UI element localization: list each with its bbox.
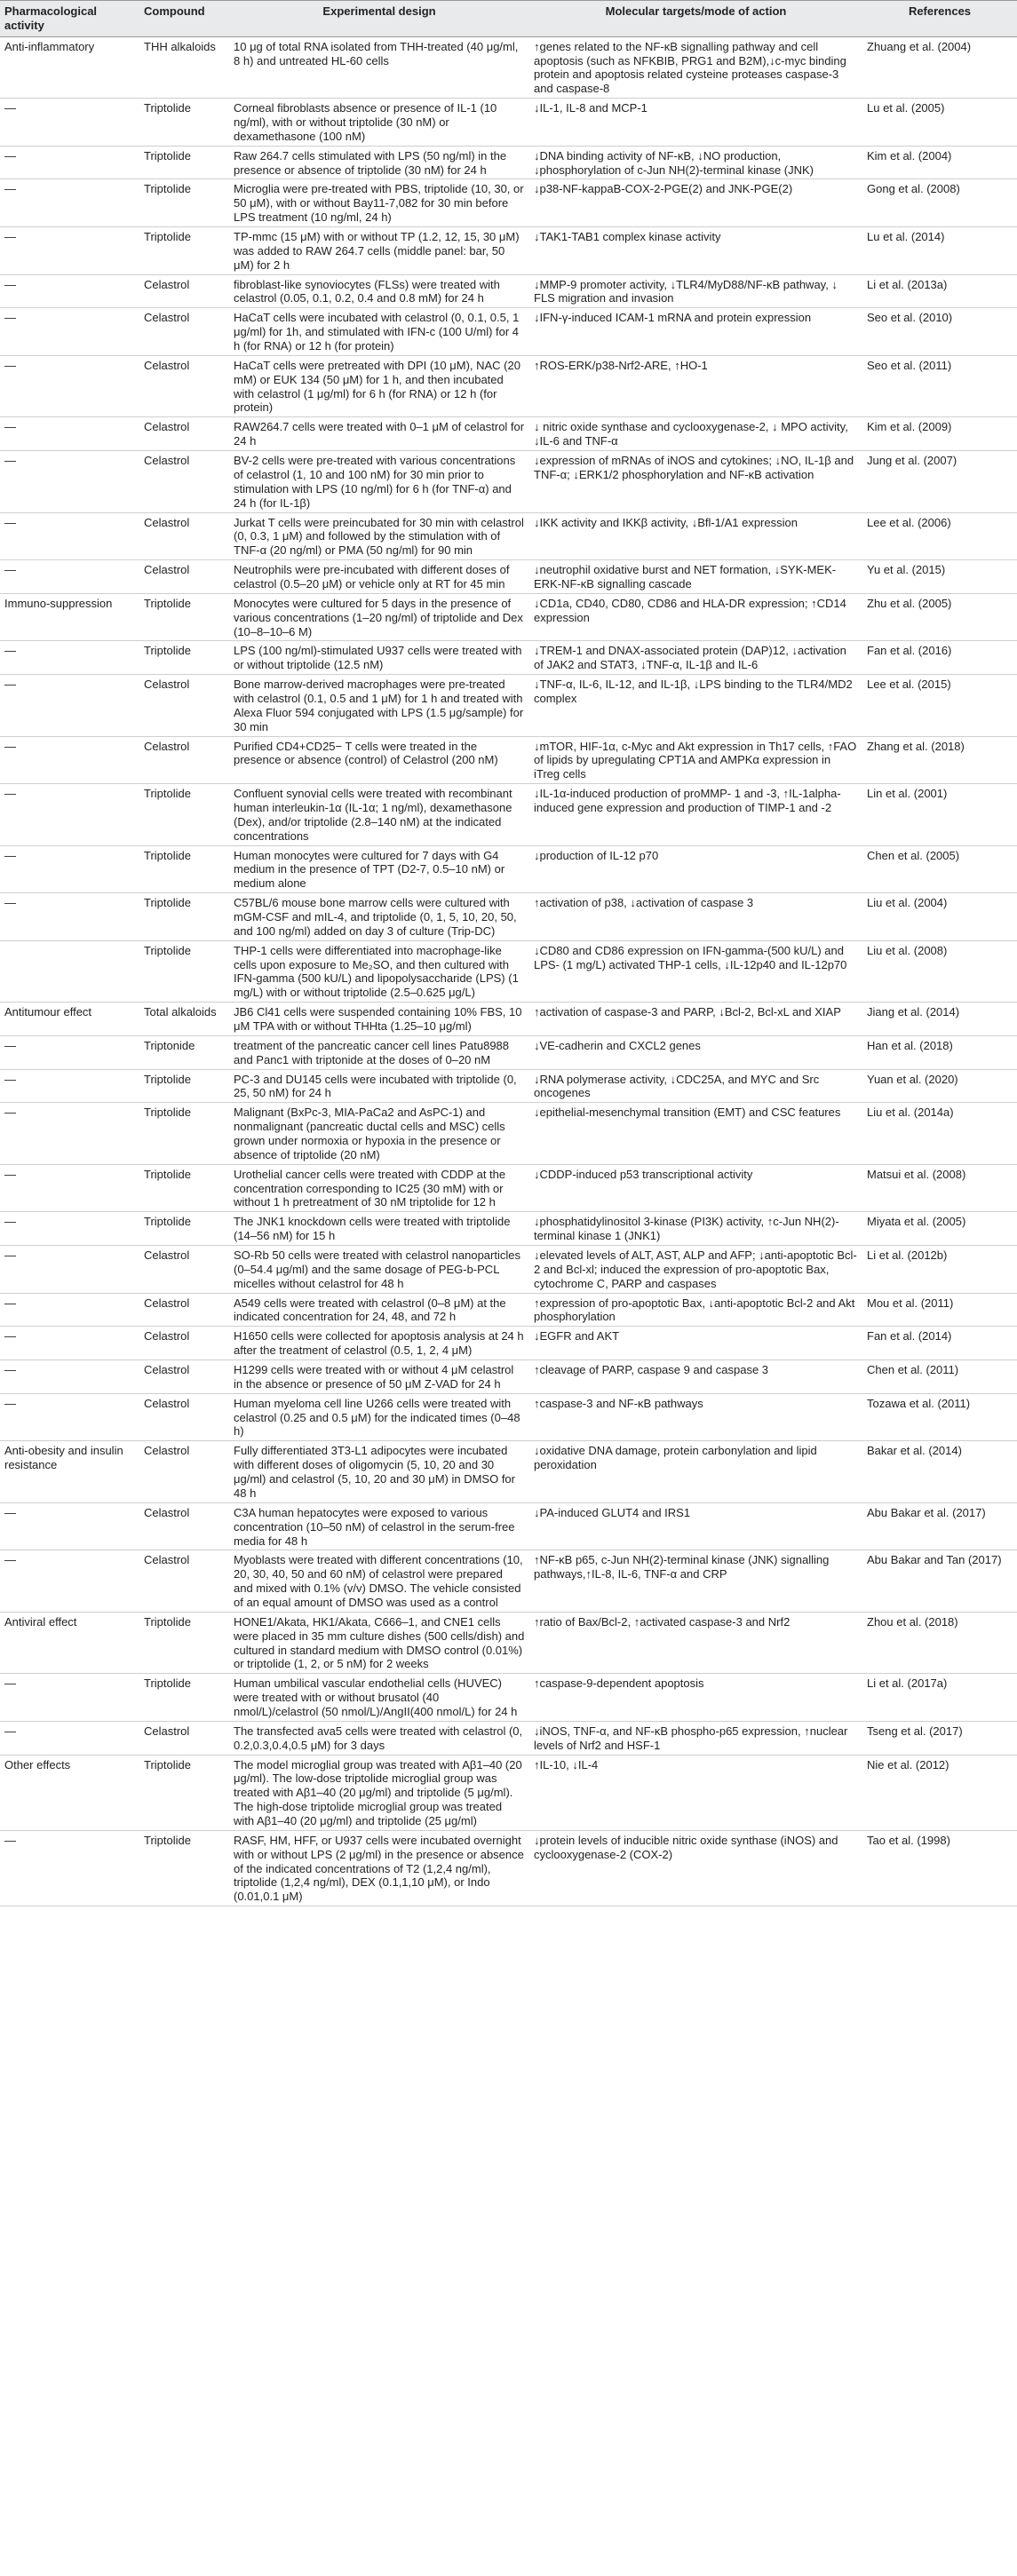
cell-compound: Celastrol	[139, 512, 229, 560]
cell-compound: Celastrol	[139, 1441, 229, 1502]
cell-activity: Antitumour effect	[0, 1003, 139, 1036]
cell-activity: —	[0, 784, 139, 845]
cell-compound: Triptolide	[139, 1755, 229, 1830]
cell-design: RASF, HM, HFF, or U937 cells were incubated overnight with or without LPS (2 μg/ml) in the presence or absence of the indicated concentrations of T2 (1,2,4 ng/ml), triptolide (1,2,4 ng/ml), DEX (0.1,1,10 μM), or Indo (0.01,0.1 μM)	[229, 1830, 529, 1906]
cell-activity: —	[0, 1360, 139, 1394]
header-design: Experimental design	[229, 1, 529, 37]
cell-references: Lee et al. (2006)	[862, 512, 1017, 560]
cell-targets: ↓iNOS, TNF-α, and NF-κB phospho-p65 expression, ↑nuclear levels of Nrf2 and HSF-1	[529, 1721, 862, 1755]
cell-activity: —	[0, 1293, 139, 1327]
cell-references: Li et al. (2012b)	[862, 1246, 1017, 1294]
cell-compound: Triptolide	[139, 845, 229, 893]
cell-activity: —	[0, 99, 139, 147]
cell-references: Mou et al. (2011)	[862, 1293, 1017, 1327]
cell-design: Human umbilical vascular endothelial cells (HUVEC) were treated with or without brusatol (40 nmol/L)/celastrol (50 nmol/L)/AngII(400 nmol/L) for 24 h	[229, 1674, 529, 1722]
cell-targets: ↑NF-κB p65, c-Jun NH(2)-terminal kinase (JNK) signalling pathways,↑IL-8, IL-6, TNF-α and CRP	[529, 1550, 862, 1612]
table-row	[0, 227, 1017, 275]
cell-design: HaCaT cells were incubated with celastrol (0, 0.1, 0.5, 1 μg/ml) for 1h, and stimulated with IFN-c (100 U/ml) for 4 h (for RNA) or 12 h (for protein)	[229, 308, 529, 356]
cell-design: PC-3 and DU145 cells were incubated with triptolide (0, 25, 50 nM) for 24 h	[229, 1069, 529, 1103]
cell-activity: —	[0, 1212, 139, 1246]
table-row	[0, 451, 1017, 512]
cell-references: Han et al. (2018)	[862, 1035, 1017, 1069]
table-row	[0, 675, 1017, 736]
table-row	[0, 736, 1017, 784]
cell-targets: ↓VE-cadherin and CXCL2 genes	[529, 1035, 862, 1069]
cell-compound: Celastrol	[139, 675, 229, 736]
cell-activity: —	[0, 893, 139, 941]
cell-references: Liu et al. (2004)	[862, 893, 1017, 941]
table-row	[0, 1721, 1017, 1755]
cell-activity: —	[0, 1246, 139, 1294]
cell-design: Malignant (BxPc-3, MIA-PaCa2 and AsPC-1) and nonmalignant (pancreatic ductal cells and MSC) cells grown under normoxia or hypoxia in the presence or absence of triptolide (20 nM)	[229, 1103, 529, 1164]
cell-references: Tao et al. (1998)	[862, 1830, 1017, 1906]
cell-activity: —	[0, 641, 139, 675]
cell-activity: —	[0, 146, 139, 179]
table-row	[0, 940, 1017, 1002]
cell-activity: —	[0, 512, 139, 560]
cell-design: The model microglial group was treated with Aβ1–40 (20 μg/ml). The low-dose triptolide microglial group was treated with Aβ1–40 (20 μg/ml) and triptolide (5 μg/ml). The high-dose triptolide microglial group was treated with Aβ1–40 (20 μg/ml) and triptolide (25 μg/ml)	[229, 1755, 529, 1830]
cell-references: Chen et al. (2011)	[862, 1360, 1017, 1394]
table-row	[0, 893, 1017, 941]
cell-compound: Triptolide	[139, 179, 229, 227]
table-row	[0, 179, 1017, 227]
cell-targets: ↓TAK1-TAB1 complex kinase activity	[529, 227, 862, 275]
cell-activity: —	[0, 274, 139, 308]
cell-compound: Triptolide	[139, 1164, 229, 1212]
cell-targets: ↓production of IL-12 p70	[529, 845, 862, 893]
table-row	[0, 1212, 1017, 1246]
table-row	[0, 1674, 1017, 1722]
cell-references: Matsui et al. (2008)	[862, 1164, 1017, 1212]
cell-compound: Triptolide	[139, 1103, 229, 1164]
cell-design: Human myeloma cell line U266 cells were treated with celastrol (0.25 and 0.5 μM) for the indicated times (0–48 h)	[229, 1393, 529, 1441]
cell-targets: ↓phosphatidylinositol 3-kinase (PI3K) activity, ↑c-Jun NH(2)-terminal kinase 1 (JNK1)	[529, 1212, 862, 1246]
cell-references: Nie et al. (2012)	[862, 1755, 1017, 1830]
cell-references: Zhu et al. (2005)	[862, 593, 1017, 641]
cell-references: Abu Bakar et al. (2017)	[862, 1502, 1017, 1550]
table-row	[0, 1830, 1017, 1906]
cell-design: Monocytes were cultured for 5 days in the presence of various concentrations (1–20 ng/ml) of triptolide and Dex (10–8–10–6 M)	[229, 593, 529, 641]
header-compound: Compound	[139, 1, 229, 37]
cell-design: C57BL/6 mouse bone marrow cells were cultured with mGM-CSF and mIL-4, and triptolide (0, 1, 5, 10, 20, 50, and 100 ng/ml) added on day 3 of culture (Trip-DC)	[229, 893, 529, 941]
cell-design: treatment of the pancreatic cancer cell lines Patu8988 and Panc1 with triptonide at the doses of 0–20 nM	[229, 1035, 529, 1069]
cell-references: Bakar et al. (2014)	[862, 1441, 1017, 1502]
cell-targets: ↑genes related to the NF-κB signalling pathway and cell apoptosis (such as NFKBIB, PRG1 and B2M),↓c-myc binding protein and apoptosis related cysteine proteases caspase-3 and caspase-8	[529, 36, 862, 98]
cell-activity: Antiviral effect	[0, 1612, 139, 1673]
cell-design: H1299 cells were treated with or without 4 μM celastrol in the absence or presence of 50 μM Z-VAD for 24 h	[229, 1360, 529, 1394]
table-row	[0, 308, 1017, 356]
cell-references: Li et al. (2013a)	[862, 274, 1017, 308]
cell-activity: —	[0, 675, 139, 736]
cell-references: Tozawa et al. (2011)	[862, 1393, 1017, 1441]
table-row	[0, 1755, 1017, 1830]
table-row	[0, 845, 1017, 893]
cell-design: H1650 cells were collected for apoptosis analysis at 24 h after the treatment of celastrol (0.5, 1, 2, 4 μM)	[229, 1327, 529, 1360]
cell-targets: ↓DNA binding activity of NF-κB, ↓NO production, ↓phosphorylation of c-Jun NH(2)-terminal kinase (JNK)	[529, 146, 862, 179]
cell-targets: ↑activation of caspase-3 and PARP, ↓Bcl-2, Bcl-xL and XIAP	[529, 1003, 862, 1036]
header-references: References	[862, 1, 1017, 37]
cell-activity: —	[0, 1502, 139, 1550]
cell-references: Miyata et al. (2005)	[862, 1212, 1017, 1246]
cell-activity: Immuno-suppression	[0, 593, 139, 641]
cell-targets: ↓IL-1α-induced production of proMMP- 1 and -3, ↑IL-1alpha-induced gene expression and production of TIMP-1 and -2	[529, 784, 862, 845]
cell-design: BV-2 cells were pre-treated with various concentrations of celastrol (1, 10 and 100 nM) for 30 min prior to stimulation with LPS (10 ng/ml) for 6 h (for TNF-α) and 24 h (for IL-1β)	[229, 451, 529, 512]
table-body	[0, 36, 1017, 1906]
cell-targets: ↓MMP-9 promoter activity, ↓TLR4/MyD88/NF-κB pathway, ↓ FLS migration and invasion	[529, 274, 862, 308]
cell-references: Abu Bakar and Tan (2017)	[862, 1550, 1017, 1612]
cell-targets: ↓protein levels of inducible nitric oxide synthase (iNOS) and cyclooxygenase-2 (COX-2)	[529, 1830, 862, 1906]
cell-activity: —	[0, 1674, 139, 1722]
cell-compound: Triptolide	[139, 593, 229, 641]
cell-compound: Triptolide	[139, 1674, 229, 1722]
cell-design: TP-mmc (15 μM) with or without TP (1.2, 12, 15, 30 μM) was added to RAW 264.7 cells (middle panel: bar, 50 μM) for 2 h	[229, 227, 529, 275]
cell-compound: Triptonide	[139, 1035, 229, 1069]
cell-references: Jiang et al. (2014)	[862, 1003, 1017, 1036]
cell-compound: Triptolide	[139, 784, 229, 845]
cell-targets: ↑ratio of Bax/Bcl-2, ↑activated caspase-3 and Nrf2	[529, 1612, 862, 1673]
cell-compound: Celastrol	[139, 1246, 229, 1294]
cell-targets: ↓ nitric oxide synthase and cyclooxygenase-2, ↓ MPO activity, ↓IL-6 and TNF-α	[529, 417, 862, 451]
cell-compound: Celastrol	[139, 1393, 229, 1441]
cell-targets: ↑caspase-9-dependent apoptosis	[529, 1674, 862, 1722]
table-row	[0, 560, 1017, 594]
cell-targets: ↓elevated levels of ALT, AST, ALP and AFP; ↓anti-apoptotic Bcl-2 and Bcl-xl; induced the expression of pro-apoptotic Bax, cytochrome C, PARP and caspases	[529, 1246, 862, 1294]
cell-compound: Triptolide	[139, 641, 229, 675]
cell-compound: Celastrol	[139, 1721, 229, 1755]
cell-compound: Celastrol	[139, 417, 229, 451]
cell-targets: ↓IL-1, IL-8 and MCP-1	[529, 99, 862, 147]
cell-compound: Triptolide	[139, 1069, 229, 1103]
table-row	[0, 1612, 1017, 1673]
cell-design: Corneal fibroblasts absence or presence of IL-1 (10 ng/ml), with or without triptolide (30 nM) or dexamethasone (100 nM)	[229, 99, 529, 147]
header-targets: Molecular targets/mode of action	[529, 1, 862, 37]
cell-targets: ↑expression of pro-apoptotic Bax, ↓anti-apoptotic Bcl-2 and Akt phosphorylation	[529, 1293, 862, 1327]
cell-design: The transfected ava5 cells were treated with celastrol (0, 0.2,0.3,0.4,0.5 μM) for 3 days	[229, 1721, 529, 1755]
table-row	[0, 99, 1017, 147]
cell-targets: ↓CD1a, CD40, CD80, CD86 and HLA-DR expression; ↑CD14 expression	[529, 593, 862, 641]
cell-activity: —	[0, 736, 139, 784]
cell-activity: —	[0, 308, 139, 356]
cell-references: Liu et al. (2008)	[862, 940, 1017, 1002]
table-row	[0, 1441, 1017, 1502]
cell-references: Fan et al. (2014)	[862, 1327, 1017, 1360]
cell-compound: Celastrol	[139, 451, 229, 512]
cell-design: fibroblast-like synoviocytes (FLSs) were treated with celastrol (0.05, 0.1, 0.2, 0.4 and 0.8 mM) for 24 h	[229, 274, 529, 308]
cell-targets: ↓oxidative DNA damage, protein carbonylation and lipid peroxidation	[529, 1441, 862, 1502]
cell-design: RAW264.7 cells were treated with 0–1 μM of celastrol for 24 h	[229, 417, 529, 451]
cell-targets: ↓mTOR, HIF-1α, c-Myc and Akt expression in Th17 cells, ↑FAO of lipids by upregulating CPT1A and AMPKα expression in iTreg cells	[529, 736, 862, 784]
header-activity: Pharmacological activity	[0, 1, 139, 37]
cell-targets: ↓CDDP-induced p53 transcriptional activity	[529, 1164, 862, 1212]
cell-references: Lee et al. (2015)	[862, 675, 1017, 736]
cell-targets: ↓expression of mRNAs of iNOS and cytokines; ↓NO, IL-1β and TNF-α; ↓ERK1/2 phosphorylation and NF-κB activation	[529, 451, 862, 512]
cell-targets: ↑ROS-ERK/p38-Nrf2-ARE, ↑HO-1	[529, 355, 862, 416]
table-row	[0, 1327, 1017, 1360]
cell-activity: Anti-obesity and insulin resistance	[0, 1441, 139, 1502]
cell-activity: —	[0, 1035, 139, 1069]
table-row	[0, 146, 1017, 179]
cell-activity: —	[0, 1164, 139, 1212]
cell-activity: —	[0, 1721, 139, 1755]
cell-compound: Triptolide	[139, 227, 229, 275]
cell-targets: ↓IKK activity and IKKβ activity, ↓Bfl-1/A1 expression	[529, 512, 862, 560]
cell-design: Fully differentiated 3T3-L1 adipocytes were incubated with different doses of oligomycin (5, 10, 20 and 30 μg/ml) and celastrol (5, 10, 20 and 30 μM) in DMSO for 48 h	[229, 1441, 529, 1502]
cell-design: Microglia were pre-treated with PBS, triptolide (10, 30, or 50 μM), with or without Bay11-7,082 for 30 min before LPS treatment (10 ng/ml, 24 h)	[229, 179, 529, 227]
cell-design: Urothelial cancer cells were treated with CDDP at the concentration corresponding to IC25 (30 mM) with or without 1 h pretreatment of 30 nM triptolide for 12 h	[229, 1164, 529, 1212]
cell-targets: ↓PA-induced GLUT4 and IRS1	[529, 1502, 862, 1550]
cell-references: Kim et al. (2004)	[862, 146, 1017, 179]
cell-activity	[0, 940, 139, 1002]
cell-activity: —	[0, 179, 139, 227]
cell-targets: ↓p38-NF-kappaB-COX-2-PGE(2) and JNK-PGE(2)	[529, 179, 862, 227]
cell-design: Jurkat T cells were preincubated for 30 min with celastrol (0, 0.3, 1 μM) and followed by the stimulation with of TNF-α (20 ng/ml) or PMA (50 ng/ml) for 90 min	[229, 512, 529, 560]
header-row	[0, 1, 1017, 37]
cell-compound: Triptolide	[139, 893, 229, 941]
cell-compound: Total alkaloids	[139, 1003, 229, 1036]
cell-compound: Triptolide	[139, 1212, 229, 1246]
cell-activity: —	[0, 417, 139, 451]
table-row	[0, 784, 1017, 845]
cell-design: Raw 264.7 cells stimulated with LPS (50 ng/ml) in the presence or absence of triptolide (30 nM) for 24 h	[229, 146, 529, 179]
cell-activity: —	[0, 1393, 139, 1441]
cell-design: JB6 Cl41 cells were suspended containing 10% FBS, 10 μM TPA with or without THHta (1.25–10 μg/ml)	[229, 1003, 529, 1036]
cell-compound: Celastrol	[139, 1293, 229, 1327]
cell-activity: —	[0, 845, 139, 893]
cell-activity: —	[0, 1550, 139, 1612]
cell-references: Chen et al. (2005)	[862, 845, 1017, 893]
cell-activity: —	[0, 355, 139, 416]
table-row	[0, 1246, 1017, 1294]
table-row	[0, 1103, 1017, 1164]
table-row	[0, 1035, 1017, 1069]
cell-references: Liu et al. (2014a)	[862, 1103, 1017, 1164]
cell-design: Myoblasts were treated with different concentrations (10, 20, 30, 40, 50 and 60 nM) of celastrol were prepared and mixed with 0.1% (v/v) DMSO. The vehicle consisted of an equal amount of DMSO was used as a control	[229, 1550, 529, 1612]
cell-design: Neutrophils were pre-incubated with different doses of celastrol (0.5–20 μM) or vehicle only at RT for 45 min	[229, 560, 529, 594]
cell-references: Seo et al. (2010)	[862, 308, 1017, 356]
cell-compound: Celastrol	[139, 1360, 229, 1394]
cell-compound: Celastrol	[139, 1327, 229, 1360]
cell-design: C3A human hepatocytes were exposed to various concentration (10–50 nM) of celastrol in the serum-free media for 48 h	[229, 1502, 529, 1550]
cell-references: Lu et al. (2005)	[862, 99, 1017, 147]
cell-design: Human monocytes were cultured for 7 days with G4 medium in the presence of TPT (D2-7, 0.5–10 nM) or medium alone	[229, 845, 529, 893]
cell-activity: —	[0, 1069, 139, 1103]
cell-references: Kim et al. (2009)	[862, 417, 1017, 451]
cell-design: HONE1/Akata, HK1/Akata, C666–1, and CNE1 cells were placed in 35 mm culture dishes (500 cells/dish) and cultured in standard medium with DMSO control (0.01%) or triptolide (1, 2, or 5 nM) for 2 weeks	[229, 1612, 529, 1673]
table-row	[0, 274, 1017, 308]
cell-design: THP-1 cells were differentiated into macrophage-like cells upon exposure to Me₂SO, and then cultured with IFN-gamma (500 kU/L) and lipopolysaccharide (LPS) (1 mg/L) with or without triptolide (2.5–0.625 μg/L)	[229, 940, 529, 1002]
cell-design: HaCaT cells were pretreated with DPI (10 μM), NAC (20 mM) or EUK 134 (50 μM) for 1 h, and then incubated with celastrol (1 μg/ml) for 6 h (for RNA) or 12 h (for protein)	[229, 355, 529, 416]
cell-activity: —	[0, 1327, 139, 1360]
cell-targets: ↓CD80 and CD86 expression on IFN-gamma-(500 kU/L) and LPS- (1 mg/L) activated THP-1 cells, ↓IL-12p40 and IL-12p70	[529, 940, 862, 1002]
cell-references: Jung et al. (2007)	[862, 451, 1017, 512]
cell-compound: Celastrol	[139, 355, 229, 416]
table-row	[0, 1393, 1017, 1441]
cell-design: LPS (100 ng/ml)-stimulated U937 cells were treated with or without triptolide (12.5 nM)	[229, 641, 529, 675]
cell-compound: Celastrol	[139, 274, 229, 308]
table-header	[0, 1, 1017, 37]
cell-targets: ↓EGFR and AKT	[529, 1327, 862, 1360]
cell-design: 10 μg of total RNA isolated from THH-treated (40 μg/ml, 8 h) and untreated HL-60 cells	[229, 36, 529, 98]
cell-activity: —	[0, 560, 139, 594]
cell-references: Li et al. (2017a)	[862, 1674, 1017, 1722]
cell-targets: ↑IL-10, ↓IL-4	[529, 1755, 862, 1830]
cell-targets: ↑caspase-3 and NF-κB pathways	[529, 1393, 862, 1441]
cell-design: The JNK1 knockdown cells were treated with triptolide (14–56 nM) for 15 h	[229, 1212, 529, 1246]
cell-targets: ↓neutrophil oxidative burst and NET formation, ↓SYK-MEK-ERK-NF-κB signalling cascade	[529, 560, 862, 594]
cell-references: Lin et al. (2001)	[862, 784, 1017, 845]
cell-compound: Celastrol	[139, 1502, 229, 1550]
cell-compound: Triptolide	[139, 99, 229, 147]
cell-compound: Celastrol	[139, 1550, 229, 1612]
cell-references: Zhang et al. (2018)	[862, 736, 1017, 784]
cell-targets: ↑activation of p38, ↓activation of caspase 3	[529, 893, 862, 941]
cell-activity: Anti-inflammatory	[0, 36, 139, 98]
table-row	[0, 1550, 1017, 1612]
table-row	[0, 1164, 1017, 1212]
cell-targets: ↓RNA polymerase activity, ↓CDC25A, and MYC and Src oncogenes	[529, 1069, 862, 1103]
cell-references: Yu et al. (2015)	[862, 560, 1017, 594]
cell-compound: Triptolide	[139, 146, 229, 179]
cell-activity: Other effects	[0, 1755, 139, 1830]
cell-targets: ↓TREM-1 and DNAX-associated protein (DAP)12, ↓activation of JAK2 and STAT3, ↓TNF-α, IL-1β and IL-6	[529, 641, 862, 675]
cell-activity: —	[0, 451, 139, 512]
table-row	[0, 36, 1017, 98]
table-row	[0, 512, 1017, 560]
cell-references: Seo et al. (2011)	[862, 355, 1017, 416]
cell-compound: Triptolide	[139, 1830, 229, 1906]
cell-design: Confluent synovial cells were treated with recombinant human interleukin-1α (IL-1α; 1 ng/ml), dexamethasone (Dex), and/or triptolide (2.8–140 nM) at the indicated concentrations	[229, 784, 529, 845]
table-row	[0, 1502, 1017, 1550]
cell-references: Lu et al. (2014)	[862, 227, 1017, 275]
cell-activity: —	[0, 1830, 139, 1906]
cell-compound: THH alkaloids	[139, 36, 229, 98]
cell-targets: ↓TNF-α, IL-6, IL-12, and IL-1β, ↓LPS binding to the TLR4/MD2 complex	[529, 675, 862, 736]
cell-references: Fan et al. (2016)	[862, 641, 1017, 675]
cell-design: SO-Rb 50 cells were treated with celastrol nanoparticles (0–54.4 μg/ml) and the same dosage of PEG-b-PCL micelles without celastrol for 48 h	[229, 1246, 529, 1294]
cell-references: Zhou et al. (2018)	[862, 1612, 1017, 1673]
table-row	[0, 593, 1017, 641]
table-row	[0, 1293, 1017, 1327]
cell-references: Gong et al. (2008)	[862, 179, 1017, 227]
cell-targets: ↓epithelial-mesenchymal transition (EMT) and CSC features	[529, 1103, 862, 1164]
cell-activity: —	[0, 1103, 139, 1164]
cell-design: Purified CD4+CD25− T cells were treated in the presence or absence (control) of Celastrol (200 nM)	[229, 736, 529, 784]
table-row	[0, 355, 1017, 416]
cell-targets: ↓IFN-γ-induced ICAM-1 mRNA and protein expression	[529, 308, 862, 356]
cell-compound: Triptolide	[139, 1612, 229, 1673]
cell-targets: ↑cleavage of PARP, caspase 9 and caspase 3	[529, 1360, 862, 1394]
table-row	[0, 1003, 1017, 1036]
cell-compound: Celastrol	[139, 736, 229, 784]
table-row	[0, 1360, 1017, 1394]
table-row	[0, 641, 1017, 675]
table-row	[0, 417, 1017, 451]
cell-references: Yuan et al. (2020)	[862, 1069, 1017, 1103]
cell-design: A549 cells were treated with celastrol (0–8 μM) at the indicated concentration for 24, 48, and 72 h	[229, 1293, 529, 1327]
cell-compound: Triptolide	[139, 940, 229, 1002]
cell-references: Zhuang et al. (2004)	[862, 36, 1017, 98]
table-row	[0, 1069, 1017, 1103]
cell-references: Tseng et al. (2017)	[862, 1721, 1017, 1755]
cell-compound: Celastrol	[139, 308, 229, 356]
cell-compound: Celastrol	[139, 560, 229, 594]
cell-design: Bone marrow-derived macrophages were pre-treated with celastrol (0.1, 0.5 and 1 μM) for 1 h and treated with Alexa Fluor 594 conjugated with LPS (1.5 μg/sample) for 30 min	[229, 675, 529, 736]
cell-activity: —	[0, 227, 139, 275]
